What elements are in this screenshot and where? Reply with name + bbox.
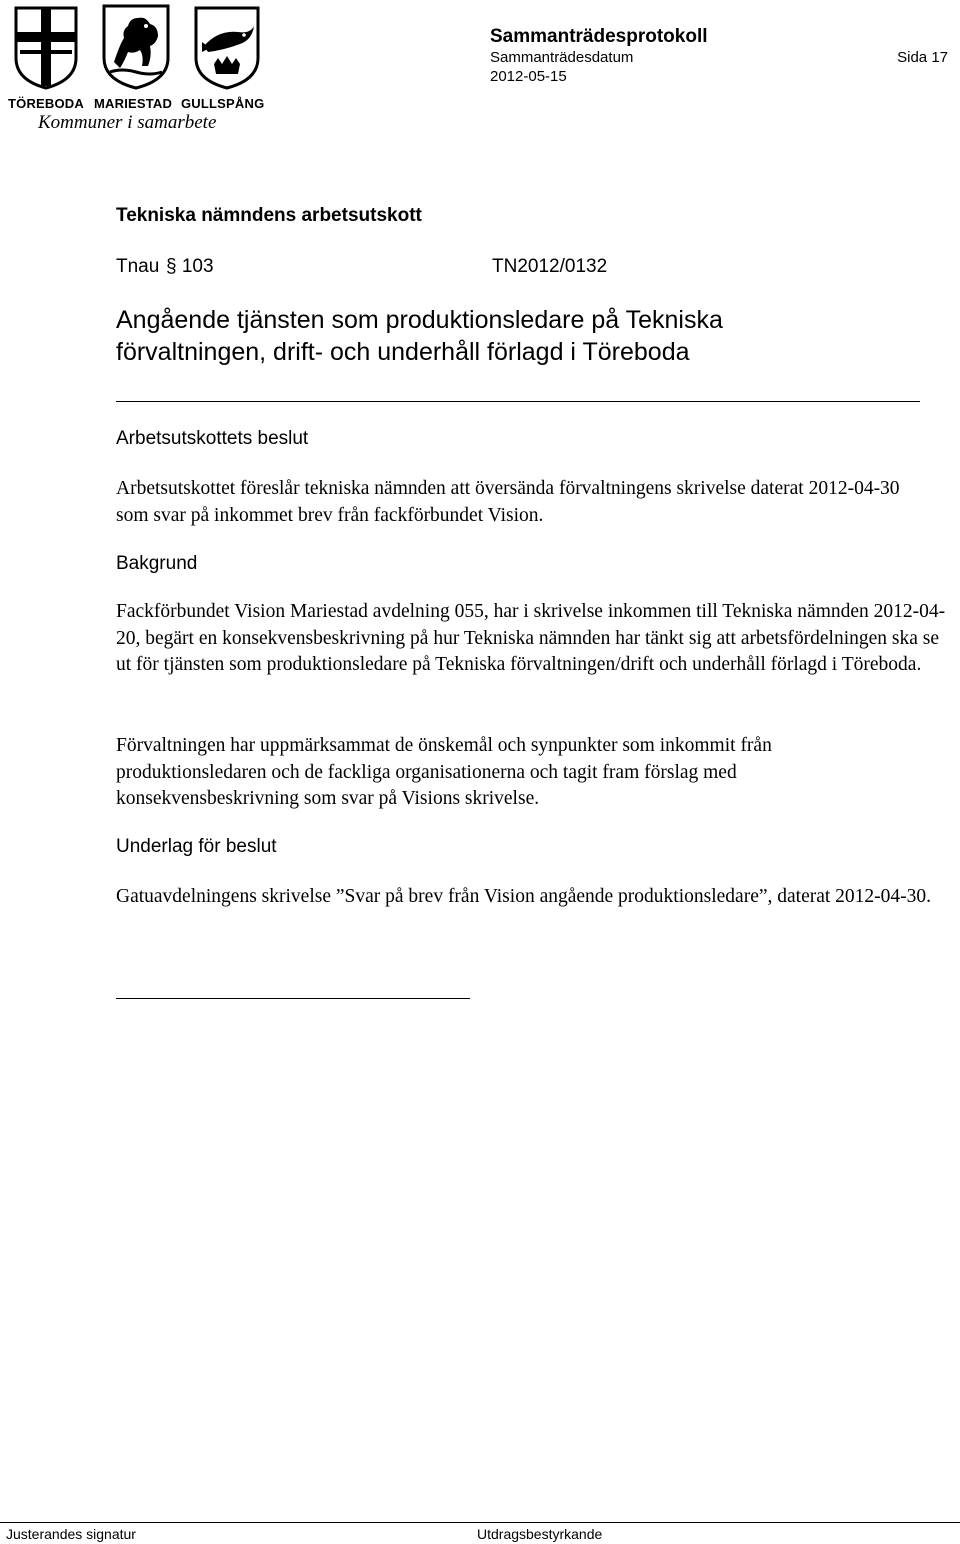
protocol-title: Sammanträdesprotokoll [490, 26, 708, 47]
case-id: Tnau [116, 256, 160, 277]
toreboda-coat-of-arms-icon [14, 6, 78, 90]
section-number: § 103 [166, 256, 214, 277]
subject-heading [116, 304, 916, 368]
basis-text: Gatuavdelningens skrivelse ”Svar på brev från Vision angående produktionsledare”, daterat 2012-04-30. [116, 886, 932, 907]
background-paragraph-2: Förvaltningen har uppmärksammat de önskemål och synpunkter som inkommit från produktionsledaren och de fackliga organisationerna och tagit fram förslag med konsekvensbeskrivning som svar på Visions skrivelse. [116, 735, 772, 809]
decision-heading: Arbetsutskottets beslut [116, 428, 309, 449]
mariestad-coat-of-arms-icon [102, 4, 170, 90]
end-divider [116, 998, 470, 999]
footer-divider [0, 1522, 960, 1523]
municipal-logos [8, 4, 263, 134]
meeting-date: 2012-05-15 [490, 68, 567, 85]
town-label-toreboda: TÖREBODA [8, 96, 84, 111]
subject-line-1: Angående tjänsten som produktionsledare på Tekniska [116, 306, 723, 334]
town-label-gullspang: GULLSPÅNG [181, 96, 265, 111]
decision-text: Arbetsutskottet föreslår tekniska nämnden att översända förvaltningens skrivelse daterat 2012-04-30 som svar på inkommet brev från fackförbundet Vision. [116, 478, 900, 526]
background-heading: Bakgrund [116, 553, 198, 574]
divider [116, 401, 920, 402]
extract-certification-label: Utdragsbestyrkande [477, 1526, 603, 1542]
meeting-date-label: Sammanträdesdatum [490, 49, 634, 66]
town-label-mariestad: MARIESTAD [94, 96, 173, 111]
page-number: Sida 17 [897, 49, 948, 66]
committee-name: Tekniska nämndens arbetsutskott [116, 205, 422, 226]
signature-label: Justerandes signatur [6, 1526, 136, 1542]
subject-line-2: förvaltningen, drift- och underhåll förlagd i Töreboda [116, 338, 690, 366]
tagline: Kommuner i samarbete [38, 112, 217, 133]
background-paragraph-1: Fackförbundet Vision Mariestad avdelning 055, har i skrivelse inkommen till Tekniska nämnden 2012-04-20, begärt en konsekvensbeskrivning på hur Tekniska nämnden har tänkt sig att arbetsfördelningen ska se ut för tjänsten som produktionsledare på Tekniska förvaltningen/drift och underhåll förlagd i Töreboda. [116, 601, 946, 675]
gullspang-coat-of-arms-icon [194, 6, 260, 90]
basis-heading: Underlag för beslut [116, 836, 277, 857]
case-number: TN2012/0132 [492, 256, 608, 277]
